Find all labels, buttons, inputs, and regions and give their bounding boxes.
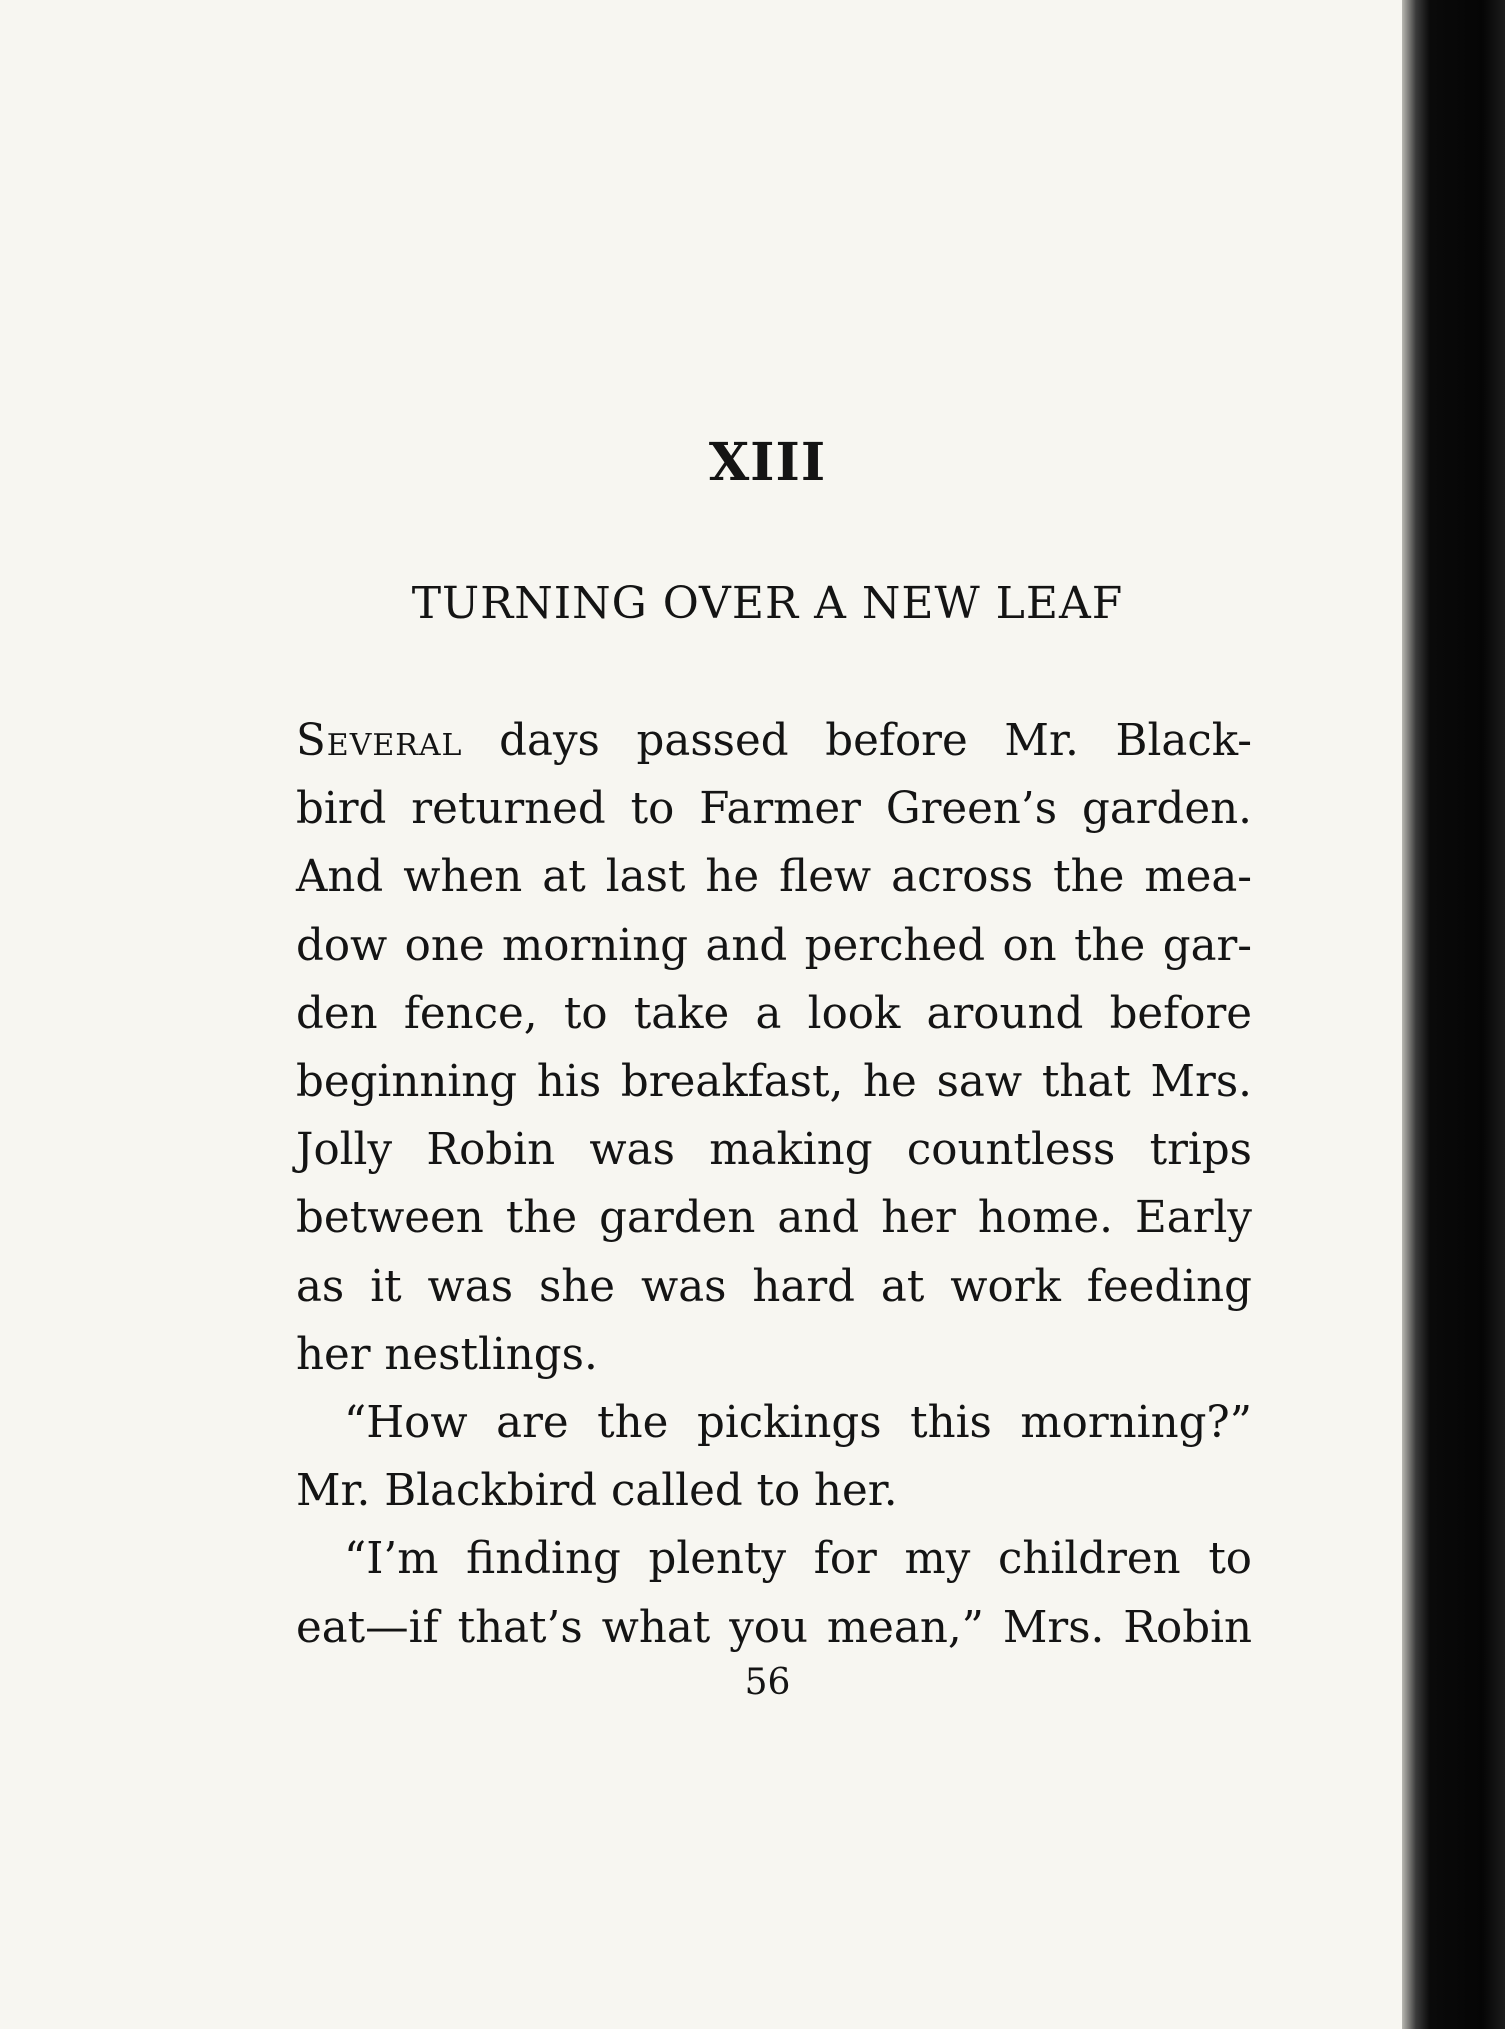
text-line-rest: days passed before Mr. Black-	[462, 716, 1252, 766]
text-line	[296, 707, 1252, 775]
text-line: between the garden and her home. Early	[296, 1193, 1252, 1244]
body-text	[296, 707, 1252, 1662]
chapter-number: XIII	[708, 432, 827, 493]
text-line: eat—if that’s what you mean,” Mrs. Robin	[296, 1602, 1252, 1653]
text-line: Jolly Robin was making countless trips	[296, 1125, 1252, 1176]
text-line: beginning his breakfast, he saw that Mrs.	[296, 1057, 1252, 1108]
text-line: bird returned to Farmer Green’s garden.	[296, 784, 1252, 835]
text-line: “How are the pickings this morning?”	[344, 1398, 1252, 1449]
text-line: “I’m finding plenty for my children to	[344, 1534, 1252, 1585]
text-line: And when at last he flew across the mea-	[296, 852, 1252, 903]
text-line: Mr. Blackbird called to her.	[296, 1466, 898, 1517]
book-spine-shadow	[1402, 0, 1505, 2029]
text-line: dow one morning and perched on the gar-	[296, 920, 1252, 971]
page-number: 56	[744, 1662, 791, 1703]
text-line: as it was she was hard at work feeding	[296, 1261, 1252, 1312]
opening-word: Several	[296, 716, 463, 766]
text-line: den fence, to take a look around before	[296, 988, 1252, 1039]
chapter-title: TURNING OVER A NEW LEAF	[411, 578, 1124, 629]
text-line: her nestlings.	[296, 1329, 598, 1380]
